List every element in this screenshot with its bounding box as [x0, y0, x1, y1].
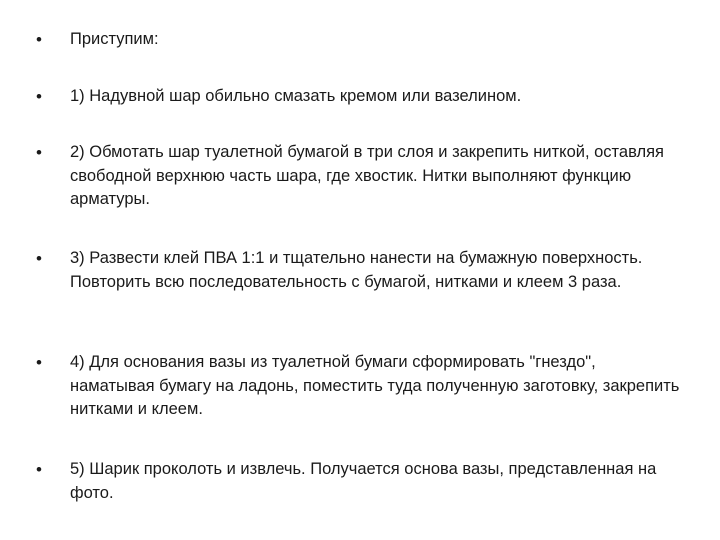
- list-item: [36, 141, 686, 212]
- list-item: [36, 28, 686, 52]
- list-item: [36, 458, 686, 505]
- list-item-text: 3) Развести клей ПВА 1:1 и тщательно нанести на бумажную поверхность. Повторить всю последовательность с бумагой, нитками и клеем 3 раза.: [70, 249, 643, 291]
- list-item-text: 5) Шарик проколоть и извлечь. Получается основа вазы, представленная на фото.: [70, 460, 657, 502]
- bullet-icon: •: [36, 249, 42, 268]
- list-item: [36, 85, 686, 109]
- list-item-text: 4) Для основания вазы из туалетной бумаги сформировать "гнездо", наматывая бумагу на ладонь, поместить туда полученную заготовку, закрепить нитками и клеем.: [70, 353, 680, 418]
- list-item: [36, 247, 686, 294]
- list-item-text: Приступим:: [70, 30, 159, 48]
- list-item-text: 2) Обмотать шар туалетной бумагой в три слоя и закрепить ниткой, оставляя свободной верхнюю часть шара, где хвостик. Нитки выполняют функцию арматуры.: [70, 143, 664, 208]
- bullet-icon: •: [36, 87, 42, 106]
- bullet-icon: •: [36, 353, 42, 372]
- bullet-icon: •: [36, 30, 42, 49]
- list-item: [36, 351, 686, 422]
- bullet-icon: •: [36, 460, 42, 479]
- list-item-text: 1) Надувной шар обильно смазать кремом или вазелином.: [70, 87, 522, 105]
- bullet-icon: •: [36, 143, 42, 162]
